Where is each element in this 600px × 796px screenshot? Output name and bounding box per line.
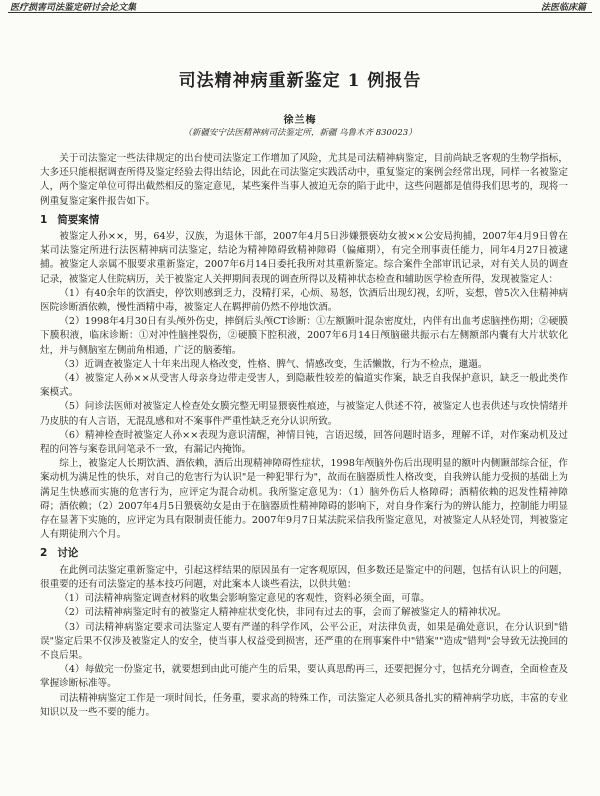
header-book-title: 医疗损害司法鉴定研讨会论文集	[10, 3, 137, 13]
case-paragraph: （2）1998年4月30日有头颅外伤史，摔倒后头颅CT诊断：①左额颞叶混杂密度灶，内伴有出血考虑脑挫伤期；②硬膜下膜积液，临床诊断：①对冲性脑挫裂伤，②硬膜下腔积液，2007年6月14日颅脑磁共振示右左侧额部内囊有大片状软化灶，并与侧脑室左侧前角相通，广泛的脑萎缩。	[40, 316, 568, 356]
case-paragraph: 综上，被鉴定人长期饮酒、酒依赖，酒后出现精神障碍性症状，1998年颅脑外伤后出现明显的额叶内侧颞部综合征，作案动机为满足性的快乐，对自己的危害行为认识"是一种犯罪行为"，故而在脑器质性人格改变，自我辨认能力受损的基础上为满足生快感而实施的危害行为，应评定为混合动机。我所鉴定意见为：（1）脑外伤后人格障碍；酒精依赖的迟发性精神障碍；酒依赖；（2）2007年4月5日猥亵幼女是由于在脑器质性精神障碍的影响下，对自身作案行为的辨认能力，控制能力明显存在显著下实施的，应评定为具有限制责任能力。2007年9月7日某法院采信我所鉴定意见，对被鉴定人从轻处罚，判被鉴定人有期徒刑六个月。	[40, 458, 568, 541]
case-paragraph: （4）被鉴定人孙××从受害人母亲身边带走受害人，到隐蔽性较差的偏道实作案，缺乏自我保护意识，缺乏一般此类作案模式。	[40, 373, 568, 399]
case-paragraph: 被鉴定人孙××，男，64岁，汉族，为退休干部，2007年4月5日涉嫌猥亵幼女被××公安局拘捕，2007年4月9日曾在某司法鉴定所进行法医精神病司法鉴定，结论为精神障碍致精神障碍（偏瘫期），有完全刑事责任能力，同年4月27日被逮捕。被鉴定人亲属不服要求重新鉴定，2007年6月14日委托我所对其重新鉴定。综合案件全部审讯记录，对有关人员的调查记录，被鉴定人住院病历，关于被鉴定人关押期间表现的调查所得以及精神状态检查和辅助医学检查所得，发现被鉴定人：	[40, 231, 568, 285]
discussion-paragraph: （1）司法精神病鉴定调查材料的收集会影响鉴定意见的客观性，资料必须全面，可靠。	[59, 593, 430, 605]
discussion-paragraph: 司法精神病鉴定工作是一项时间长，任务重，要求高的特殊工作，司法鉴定人必须具备扎实的精神病学功底，丰富的专业知识以及一些不要的能力。	[40, 692, 568, 718]
section-number: 2	[40, 547, 48, 560]
header-section-name: 法医临床篇	[540, 3, 586, 13]
case-paragraph: （6）精神检查时被鉴定人孙××表现为意识清醒，神情目钝，言语迟缓，回答问题时语多，理解不详，对作案动机及过程的问答与案卷讯问笔录不一致，有漏记内掩饰。	[40, 429, 568, 456]
section-number: 1	[40, 213, 48, 226]
section-title: 讨论	[57, 547, 79, 560]
section-title: 简要案情	[57, 213, 100, 226]
paper-title: 司法精神病重新鉴定 1 例报告	[178, 71, 422, 91]
discussion-paragraph: 在此例司法鉴定重新鉴定中，引起这样结果的原因虽有一定客观原因，但多数还是鉴定中的问题，包括有认识上的问题，很重要的还有司法鉴定的基本技巧问题，对此案本人谈些看法，以供共勉：	[40, 564, 568, 590]
running-header	[8, 0, 592, 13]
case-paragraph: （5）问诊法医师对被鉴定人检查处女膜完整无明显猥亵性痕迹，与被鉴定人供述不符，被鉴定人也表供述与攻快情绪并乃皮肤的有人言语，无混乱感和对不案事件严重性缺乏充分认识所致。	[40, 401, 568, 427]
case-paragraph: （3）近调查被鉴定人十年来出现人格改变，性格、脾气、情感改变，生活懒散，行为不检点，邋遢。	[59, 358, 488, 370]
section-heading-case	[40, 213, 568, 227]
intro-paragraph: 关于司法鉴定一些法律规定的出台使司法鉴定工作增加了风险，尤其是司法精神病鉴定，目前尚缺乏客观的生物学指标，大多还只能根据调查所得及鉴定经验去得出结论，因此在司法鉴定实践活动中，重复鉴定的案例会经常出现，同样一名被鉴定人，两个鉴定单位可得出截然相反的鉴定意见，某些案件当事人被迫无奈的陷于此中，这些问题都是值得我们思考的，现将一例重复鉴定案件报告如下。	[40, 153, 568, 207]
author-name: 徐兰梅	[283, 115, 317, 126]
case-paragraph: （1）有40余年的饮酒史，停饮则感到乏力，没精打采，心烦、易怒，饮酒后出现幻视，幻听，妄想，曾5次入住精神病医院诊断酒依赖，慢性酒精中毒，被鉴定人在羁押前仍然不停地饮酒。	[40, 287, 568, 314]
section-heading-discussion	[40, 546, 568, 560]
discussion-paragraph: （4）每做完一份鉴定书，就要想到由此可能产生的后果，要认真思酌再三，还要把握分寸，包括充分调查，全面检查及掌握诊断标准等。	[40, 664, 568, 690]
discussion-paragraph: （2）司法精神病鉴定时有的被鉴定人精神症状变化快，非同有过去的事，会而了解被鉴定人的精神状况。	[59, 607, 507, 619]
discussion-paragraph: （3）司法精神病鉴定要求司法鉴定人要有严谨的科学作风，公平公正，对法律负责，如果是确处意识，在分认识到"错误"鉴定后果不仅涉及被鉴定人的安全，使当事人权益受到损害，还严重的在刑事案件中"错案""造成"错判"会导致无法挽回的不良后果。	[40, 621, 568, 661]
author-affiliation: （新疆安宁法医精神病司法鉴定所，新疆 乌鲁木齐 830023）	[183, 128, 417, 138]
article-body	[40, 152, 568, 720]
